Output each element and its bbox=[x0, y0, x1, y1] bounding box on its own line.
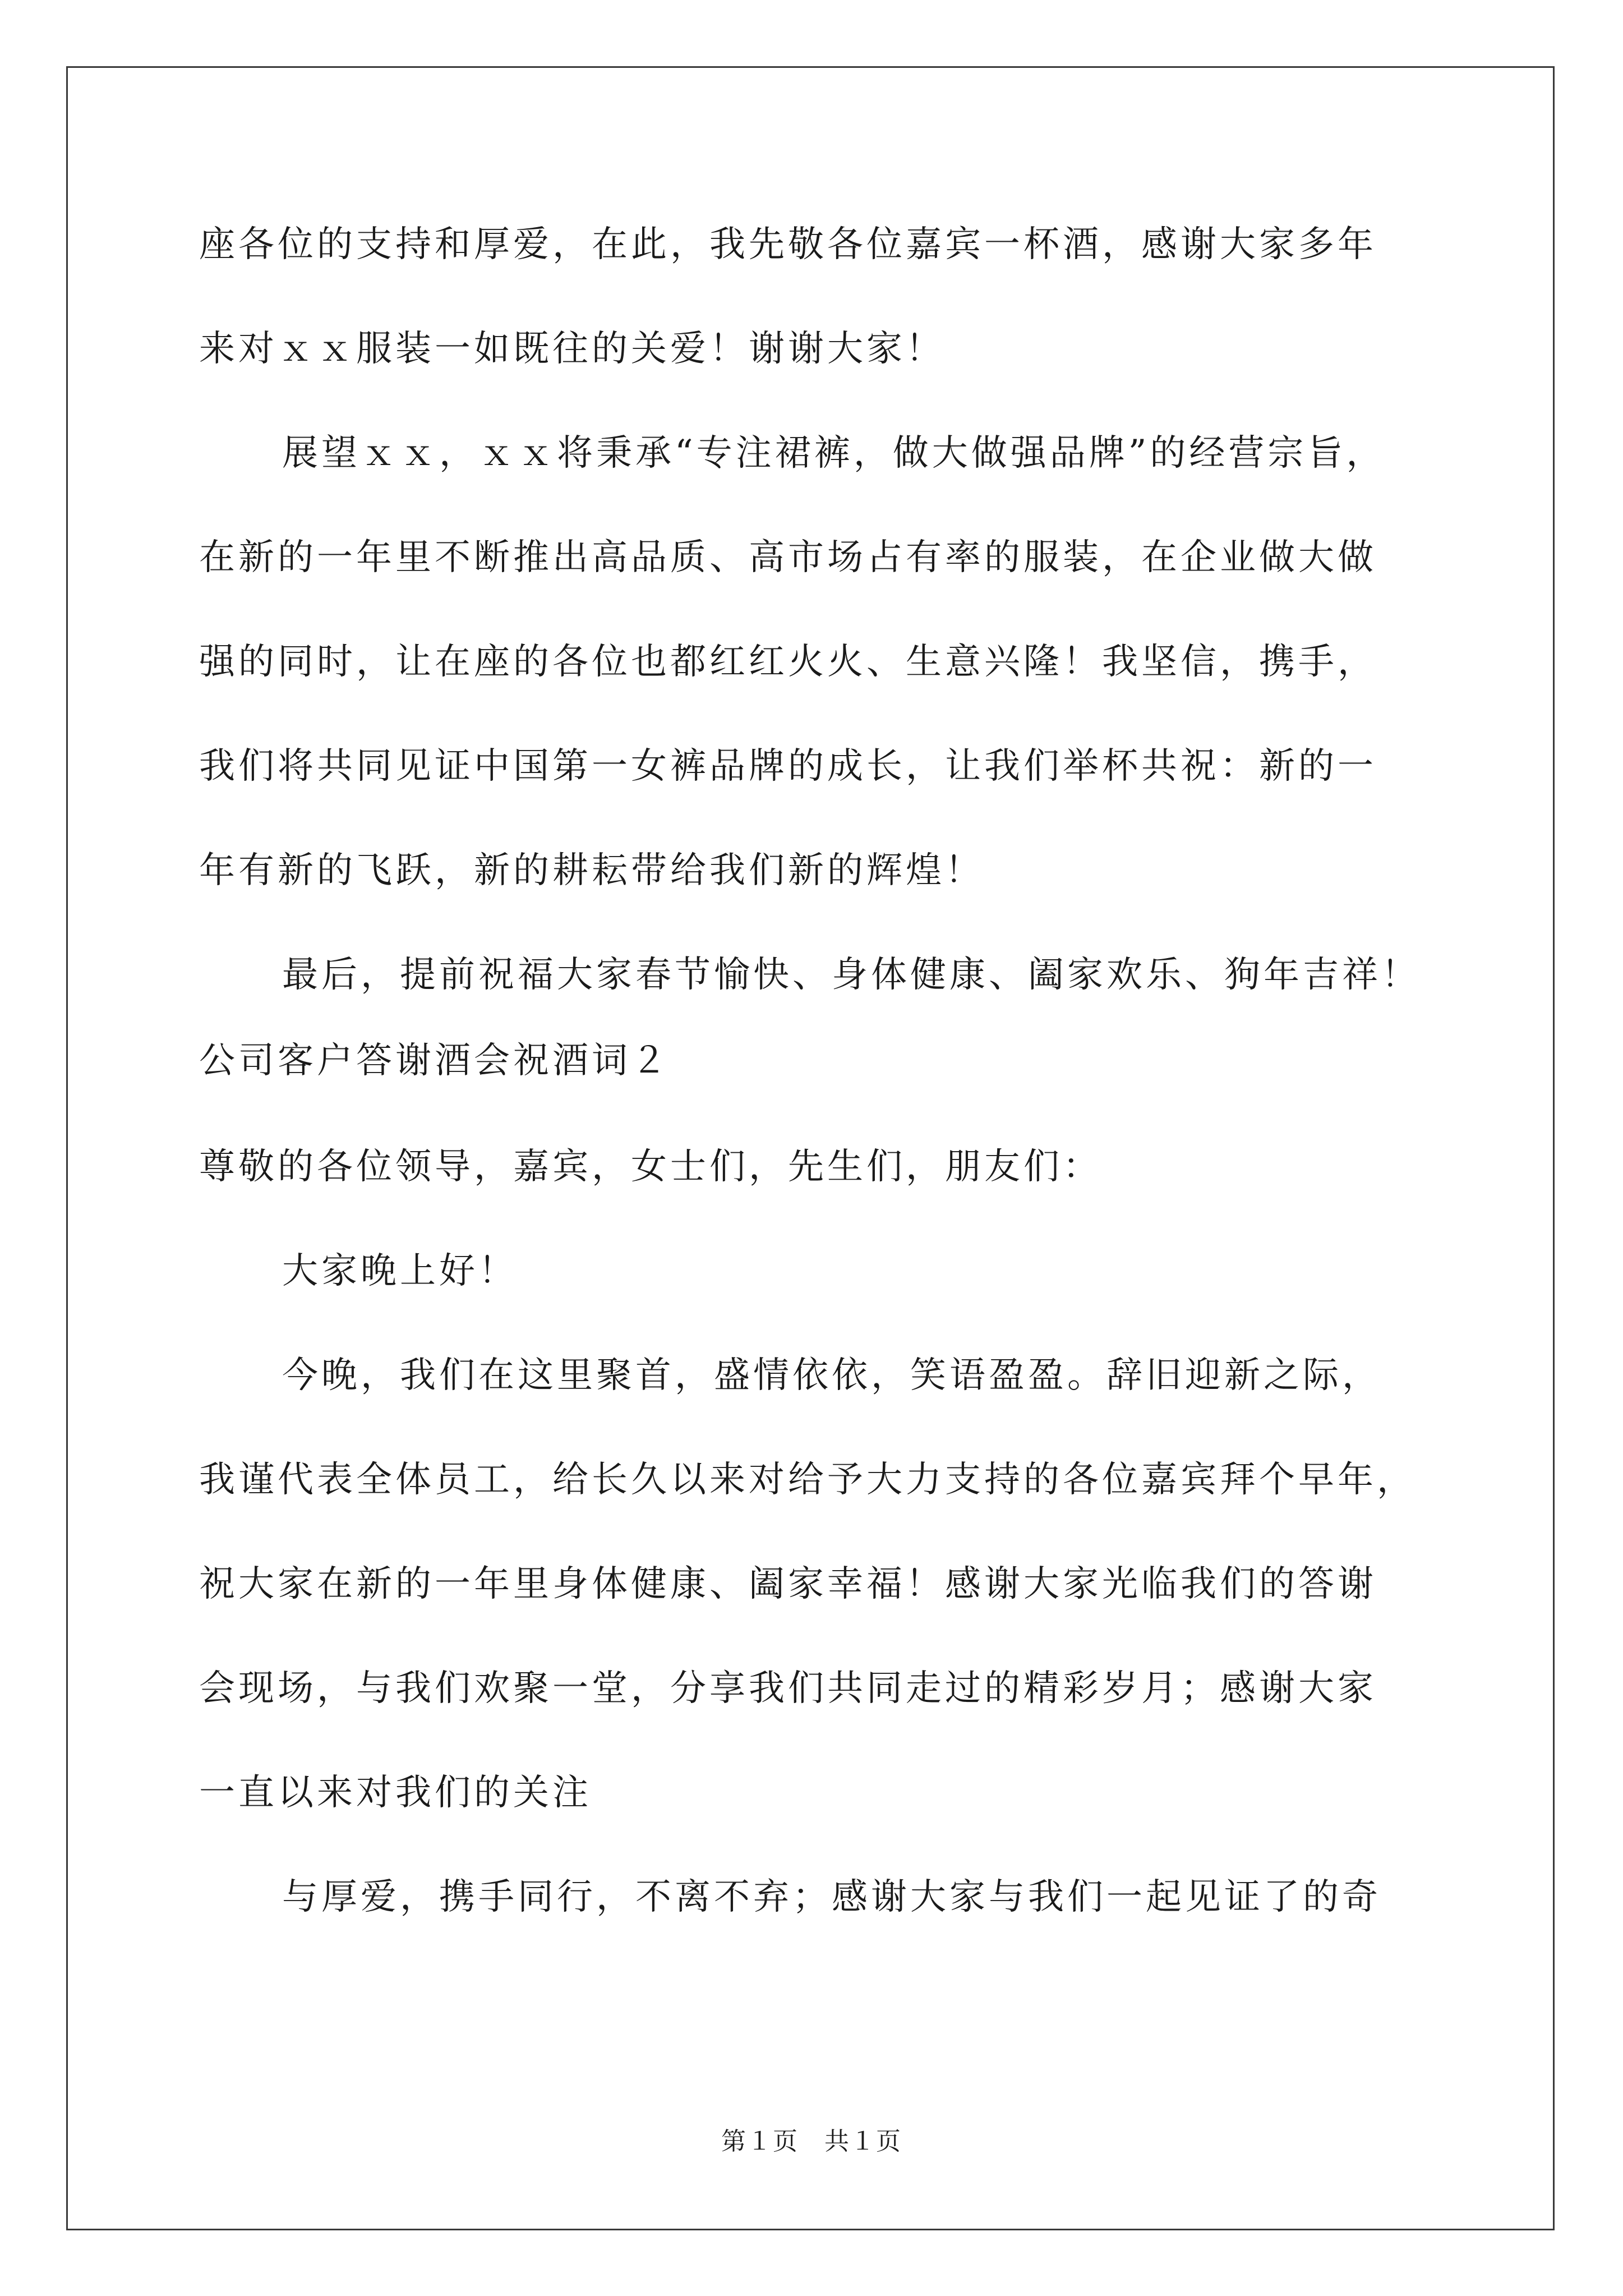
text-line: 会现场，与我们欢聚一堂，分享我们共同走过的精彩岁月；感谢大家 bbox=[199, 1668, 1377, 1709]
text-line: 在新的一年里不断推出高品质、高市场占有率的服装，在企业做大做 bbox=[199, 537, 1377, 578]
text-line: 年有新的飞跃，新的耕耘带给我们新的辉煌！ bbox=[199, 850, 984, 891]
text-line: 我们将共同见证中国第一女裤品牌的成长，让我们举杯共祝：新的一 bbox=[199, 746, 1377, 787]
salutation: 尊敬的各位领导，嘉宾，女士们，先生们，朋友们： bbox=[199, 1146, 1102, 1188]
text-line: 一直以来对我们的关注 bbox=[199, 1772, 592, 1814]
text-line: 来对ｘｘ服装一如既往的关爱！谢谢大家！ bbox=[199, 328, 945, 370]
page-number: 第１页 共１页 bbox=[721, 2127, 902, 2156]
paragraph-first-line: 今晚，我们在这里聚首，盛情依依，笑语盈盈。辞旧迎新之际， bbox=[282, 1355, 1381, 1396]
text-line: 我谨代表全体员工，给长久以来对给予大力支持的各位嘉宾拜个早年， bbox=[199, 1459, 1416, 1501]
paragraph-first-line: 与厚爱，携手同行，不离不弃；感谢大家与我们一起见证了的奇 bbox=[282, 1876, 1381, 1918]
text-line: 祝大家在新的一年里身体健康、阖家幸福！感谢大家光临我们的答谢 bbox=[199, 1563, 1377, 1605]
section-heading: 公司客户答谢酒会祝酒词２ bbox=[199, 1040, 670, 1082]
greeting: 大家晚上好！ bbox=[282, 1250, 518, 1292]
text-line: 强的同时，让在座的各位也都红红火火、生意兴隆！我坚信，携手， bbox=[199, 641, 1377, 683]
paragraph-first-line: 最后，提前祝福大家春节愉快、身体健康、阖家欢乐、狗年吉祥！ bbox=[282, 954, 1421, 996]
paragraph-first-line: 展望ｘｘ，ｘｘ将秉承“专注裙裤，做大做强品牌”的经营宗旨， bbox=[282, 432, 1386, 474]
text-line: 座各位的支持和厚爱，在此，我先敬各位嘉宾一杯酒，感谢大家多年 bbox=[199, 224, 1377, 265]
